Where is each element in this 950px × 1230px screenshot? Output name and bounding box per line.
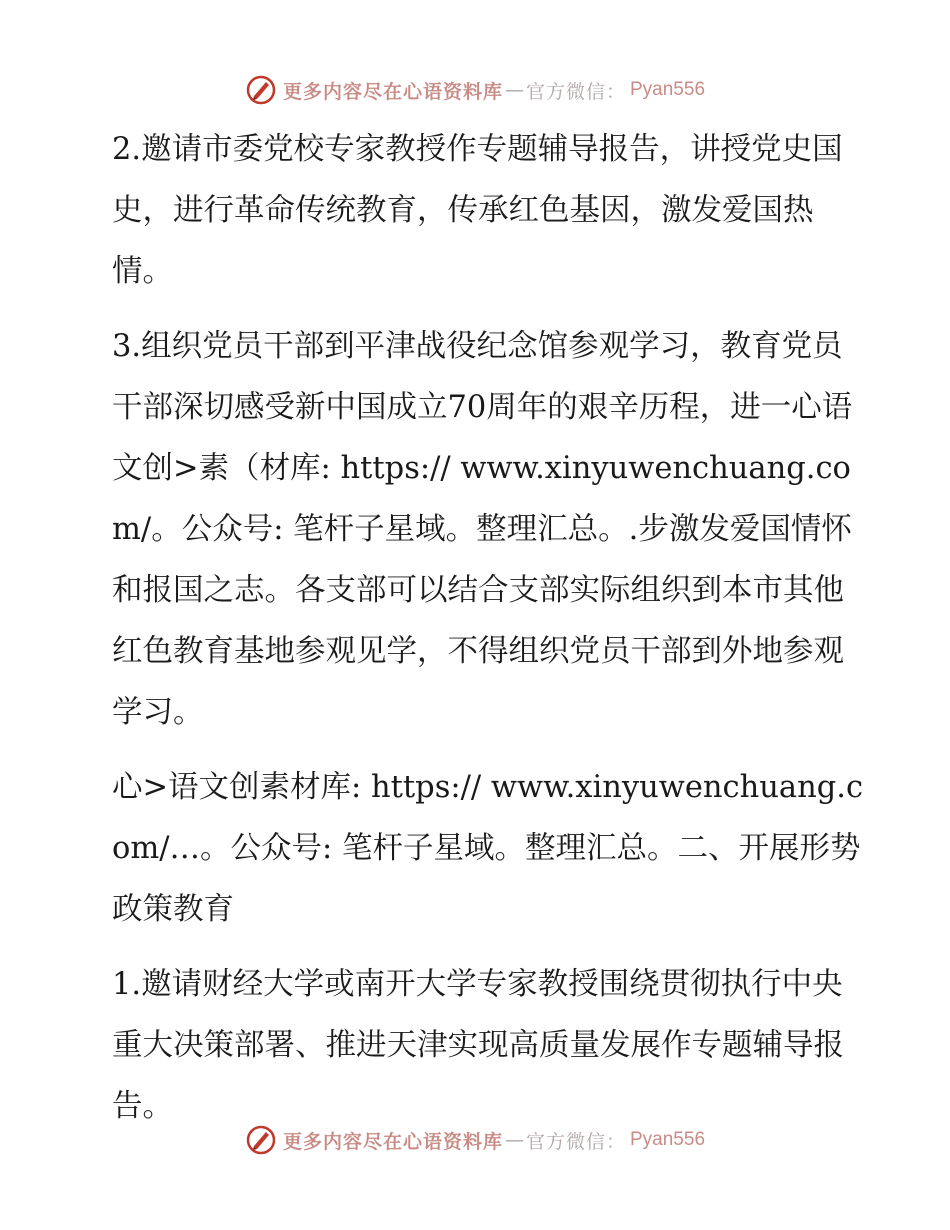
document-body <box>97 119 867 1137</box>
banner-official-label: 官方微信： <box>525 80 626 103</box>
banner-official-label: 官方微信： <box>525 1130 626 1153</box>
paragraph-item-1: 1.邀请财经大学或南开大学专家教授围绕贯彻执行中央重大决策部署、推进天津实现高质量发展作专题辅导报告。 <box>112 967 844 1124</box>
pen-logo-icon <box>245 74 277 106</box>
banner-title: 更多内容尽在心语资料库 <box>282 80 503 103</box>
pen-logo-icon <box>245 1124 277 1156</box>
header-watermark-banner <box>0 72 950 108</box>
paragraph-item-2: 2.邀请市委党校专家教授作专题辅导报告，讲授党史国史，进行革命传统教育，传承红色基因，激发爱国热情。 <box>112 132 843 289</box>
paragraph-item-3: 3.组织党员干部到平津战役纪念馆参观学习，教育党员干部深切感受新中国成立70周年的艰辛历程，进一心语文创>素（材库: https:// www.xinyuwenchuang.com/。公众号: 笔杆子星域。整理汇总。.步激发爱国情怀和报国之志。各支部可以结合支部实际组织到本市其他红色教育基地参观见学，不得组织党员干部到外地参观学习。 <box>112 329 853 730</box>
paragraph-section-heading: 心>语文创素材库: https:// www.xinyuwenchuang.com/…。公众号: 笔杆子星域。整理汇总。二、开展形势政策教育 <box>112 770 864 927</box>
banner-wechat-handle: Pyan556 <box>630 1129 706 1150</box>
banner-wechat-handle: Pyan556 <box>630 79 706 100</box>
footer-watermark-banner <box>0 1122 950 1158</box>
banner-dash: — <box>504 1129 524 1151</box>
banner-dash: — <box>504 79 524 101</box>
banner-title: 更多内容尽在心语资料库 <box>282 1130 503 1153</box>
